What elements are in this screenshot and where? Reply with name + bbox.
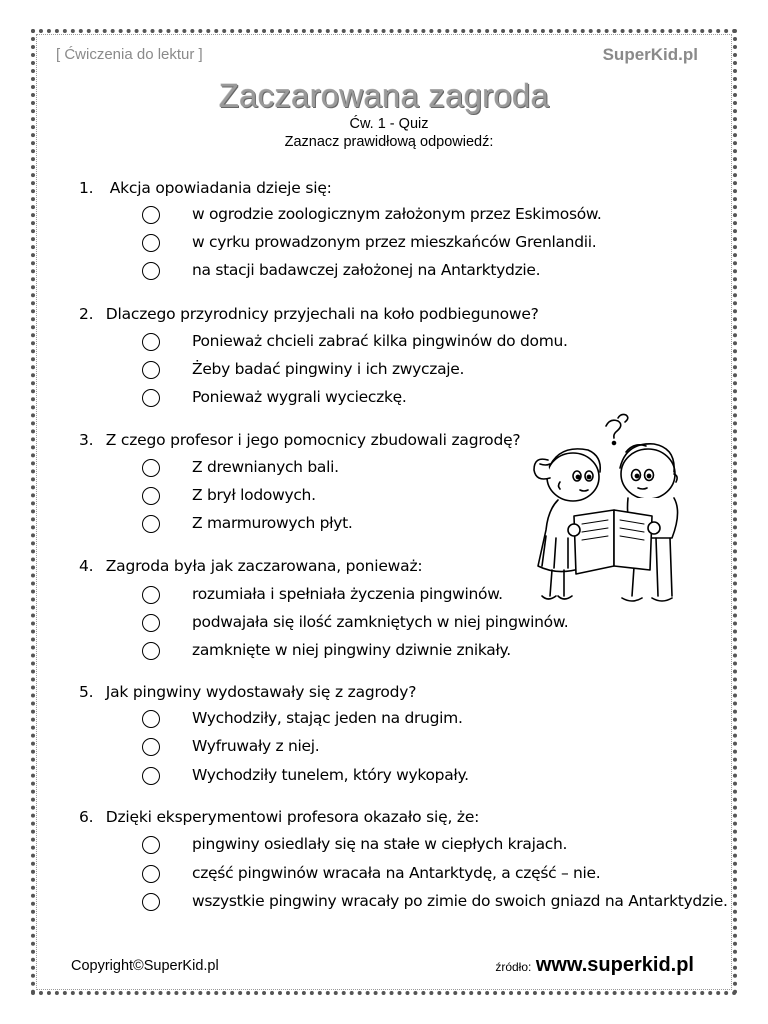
answer-text: rozumiała i spełniała życzenia pingwinów. <box>192 585 503 603</box>
question-text: Jak pingwiny wydostawały się z zagrody? <box>105 683 417 701</box>
radio-circle-icon[interactable] <box>142 642 160 660</box>
answer-text: Wychodziły, stając jeden na drugim. <box>192 709 463 727</box>
radio-circle-icon[interactable] <box>142 262 160 280</box>
answer-text: pingwiny osiedlały się na stałe w ciepłych krajach. <box>192 835 568 853</box>
radio-circle-icon[interactable] <box>142 389 160 407</box>
answer-text: Wyfruwały z niej. <box>192 737 320 755</box>
radio-circle-icon[interactable] <box>142 710 160 728</box>
instruction-text: Zaznacz prawidłową odpowiedź: <box>284 134 494 150</box>
radio-circle-icon[interactable] <box>142 333 160 351</box>
question-5 <box>79 683 416 701</box>
two-children-reading-book-icon <box>498 412 708 612</box>
question-number: 5. <box>79 683 94 701</box>
radio-circle-icon[interactable] <box>142 459 160 477</box>
radio-circle-icon[interactable] <box>142 893 160 911</box>
radio-circle-icon[interactable] <box>142 361 160 379</box>
answer-text: Z drewnianych bali. <box>192 458 339 476</box>
radio-circle-icon[interactable] <box>142 487 160 505</box>
question-text: Dzięki eksperymentowi profesora okazało się, że: <box>105 808 480 826</box>
answer-text: Wychodziły tunelem, który wykopały. <box>192 766 469 784</box>
brand-logo: SuperKid.pl <box>602 45 698 64</box>
question-text: Akcja opowiadania dzieje się: <box>109 179 332 197</box>
question-text: Zagroda była jak zaczarowana, ponieważ: <box>105 557 423 575</box>
question-number: 2. <box>79 305 94 323</box>
answer-text: Ponieważ chcieli zabrać kilka pingwinów do domu. <box>192 332 568 350</box>
answer-text: w ogrodzie zoologicznym założonym przez Eskimosów. <box>192 205 602 223</box>
radio-circle-icon[interactable] <box>142 515 160 533</box>
question-number: 3. <box>79 431 94 449</box>
source-info <box>495 954 694 977</box>
question-text: Z czego profesor i jego pomocnicy zbudowali zagrodę? <box>105 431 521 449</box>
question-number: 4. <box>79 557 94 575</box>
radio-circle-icon[interactable] <box>142 614 160 632</box>
radio-circle-icon[interactable] <box>142 865 160 883</box>
question-3 <box>79 431 520 449</box>
answer-text: Ponieważ wygrali wycieczkę. <box>192 388 407 406</box>
radio-circle-icon[interactable] <box>142 738 160 756</box>
question-2 <box>79 305 539 323</box>
radio-circle-icon[interactable] <box>142 206 160 224</box>
source-link[interactable]: www.superkid.pl <box>535 954 694 976</box>
answer-text: zamknięte w niej pingwiny dziwnie znikały. <box>192 641 511 659</box>
answer-text: Z brył lodowych. <box>192 486 316 504</box>
radio-circle-icon[interactable] <box>142 836 160 854</box>
question-number: 6. <box>79 808 94 826</box>
answer-text: na stacji badawczej założonej na Antarktydzie. <box>192 261 541 279</box>
answer-text: wszystkie pingwiny wracały po zimie do swoich gniazd na Antarktydzie. <box>192 892 728 910</box>
answer-text: w cyrku prowadzonym przez mieszkańców Grenlandii. <box>192 233 597 251</box>
source-label: źródło: <box>495 960 532 974</box>
radio-circle-icon[interactable] <box>142 234 160 252</box>
copyright-text: Copyright©SuperKid.pl <box>71 958 219 974</box>
category-label: [ Ćwiczenia do lektur ] <box>56 46 203 63</box>
question-6 <box>79 808 479 826</box>
question-1 <box>79 179 332 197</box>
answer-text: podwajała się ilość zamkniętych w niej pingwinów. <box>192 613 569 631</box>
answer-text: Z marmurowych płyt. <box>192 514 353 532</box>
question-4 <box>79 557 422 575</box>
question-number: 1. <box>79 179 94 197</box>
page-title: Zaczarowana zagroda <box>218 77 550 114</box>
question-text: Dlaczego przyrodnicy przyjechali na koło podbiegunowe? <box>105 305 539 323</box>
exercise-subtitle: Ćw. 1 - Quiz <box>349 116 429 132</box>
answer-text: Żeby badać pingwiny i ich zwyczaje. <box>192 360 465 378</box>
answer-text: część pingwinów wracała na Antarktydę, a część – nie. <box>192 864 601 882</box>
radio-circle-icon[interactable] <box>142 586 160 604</box>
radio-circle-icon[interactable] <box>142 767 160 785</box>
